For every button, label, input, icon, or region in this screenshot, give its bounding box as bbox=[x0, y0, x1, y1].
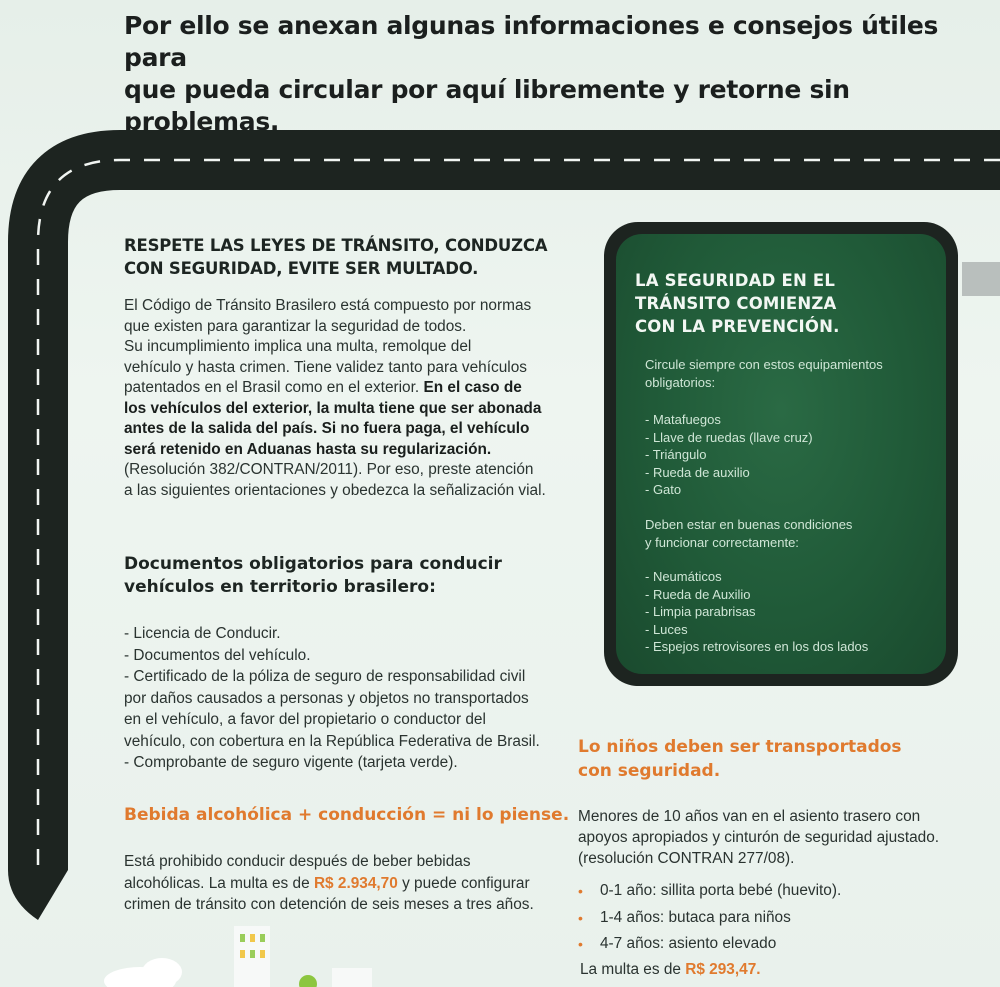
list-item: • 4-7 años: asiento elevado bbox=[578, 931, 978, 958]
laws-heading: RESPETE LAS LEYES DE TRÁNSITO, CONDUZCA CON SEGURIDAD, EVITE SER MULTADO. bbox=[124, 236, 548, 278]
list-item: - Luces bbox=[645, 621, 688, 637]
kids-fine: La multa es de R$ 293,47. bbox=[580, 961, 761, 978]
list-item: - Limpia parabrisas bbox=[645, 604, 756, 619]
equipment-list bbox=[645, 411, 813, 499]
list-item: - Rueda de Auxilio bbox=[645, 586, 751, 602]
intro-line: Por ello se anexan algunas informaciones e consejos útiles para bbox=[124, 11, 939, 72]
kids-fine-amount: R$ 293,47. bbox=[685, 961, 761, 978]
city-illustration bbox=[100, 926, 400, 987]
sign-post bbox=[962, 262, 1000, 296]
list-item: - Gato bbox=[645, 482, 682, 497]
bullet-icon: • bbox=[578, 909, 583, 926]
intro-line: que pueda circular por aquí libremente y retorne sin problemas. bbox=[124, 75, 850, 136]
sign-intro: Circule siempre con estos equipamientos obligatorios: bbox=[645, 357, 883, 390]
sign-title: LA SEGURIDAD EN EL TRÁNSITO COMIENZA CON LA PREVENCIÓN. bbox=[635, 271, 840, 336]
intro-line: Sea bienvenido. bbox=[124, 139, 346, 168]
laws-paragraph: El Código de Tránsito Brasilero está compuesto por normas que existen para garantizar la seguridad de todos. Su incumplimiento implica una multa, remolque del vehículo y hasta crimen. Tiene validez tanto para vehículos patentados en el Brasil como en el exterior. En el caso de los vehículos del exterior, la multa tiene que ser abonada antes de la salida del país. Si no fuera paga, el vehículo será retenido en Aduanas hasta su regularización. (Resolución 382/CONTRAN/2011). Por eso, preste atención a las siguientes orientaciones y obedezca la señalización vial. bbox=[124, 297, 546, 499]
list-item: - Comprobante de seguro vigente (tarjeta verde). bbox=[124, 754, 458, 771]
tree-icon bbox=[299, 975, 317, 987]
alcohol-fine: R$ 2.934,70 bbox=[313, 874, 398, 892]
bullet-icon: • bbox=[578, 936, 583, 952]
list-item: - Espejos retrovisores en los dos lados bbox=[645, 639, 869, 654]
kids-heading: Lo niños deben ser transportados con seguridad. bbox=[578, 737, 902, 781]
alcohol-section bbox=[124, 804, 584, 916]
list-item: - Certificado de la póliza de seguro de responsabilidad civil bbox=[124, 668, 526, 685]
documents-section bbox=[124, 553, 574, 774]
list-item: • 1-4 años: butaca para niños bbox=[578, 905, 978, 932]
alcohol-paragraph: Está prohibido conducir después de beber bebidas alcohólicas. La multa es de R$ 2.934,70 y puede configurar crimen de tránsito con detención de seis meses a tres años. bbox=[124, 853, 534, 913]
kids-list bbox=[578, 878, 978, 958]
sign-conditions: Deben estar en buenas condiciones y funcionar correctamente: bbox=[645, 517, 853, 550]
prevention-sign bbox=[604, 222, 958, 686]
bullet-icon: • bbox=[578, 883, 583, 899]
list-item: en el vehículo, a favor del propietario o conductor del bbox=[124, 711, 486, 728]
list-item: vehículo, con cobertura en la República Federativa de Brasil. bbox=[124, 732, 540, 750]
list-item: - Neumáticos bbox=[645, 569, 722, 584]
building-icon bbox=[332, 968, 372, 987]
laws-section bbox=[124, 234, 574, 501]
list-item: - Triángulo bbox=[645, 447, 707, 462]
list-item: - Llave de ruedas (llave cruz) bbox=[645, 429, 813, 445]
kids-paragraph: Menores de 10 años van en el asiento trasero con apoyos apropiados y cinturón de seguridad ajustado. (resolución CONTRAN 277/08). bbox=[578, 808, 940, 867]
alcohol-heading: Bebida alcohólica + conducción = ni lo piense. bbox=[124, 805, 570, 825]
road-end bbox=[8, 870, 68, 920]
list-item: - Rueda de auxilio bbox=[645, 464, 750, 480]
documents-list bbox=[124, 623, 574, 774]
list-item: • 0-1 año: sillita porta bebé (huevito). bbox=[578, 878, 978, 905]
list-item: - Documentos del vehículo. bbox=[124, 646, 311, 664]
list-item: - Licencia de Conducir. bbox=[124, 625, 281, 642]
documents-heading: Documentos obligatorios para conducir vehículos en territorio brasilero: bbox=[124, 554, 502, 597]
list-item: por daños causados a personas y objetos no transportados bbox=[124, 689, 529, 707]
cloud-icon bbox=[142, 958, 182, 986]
list-item: - Matafuegos bbox=[645, 412, 721, 427]
parts-list bbox=[645, 568, 868, 656]
